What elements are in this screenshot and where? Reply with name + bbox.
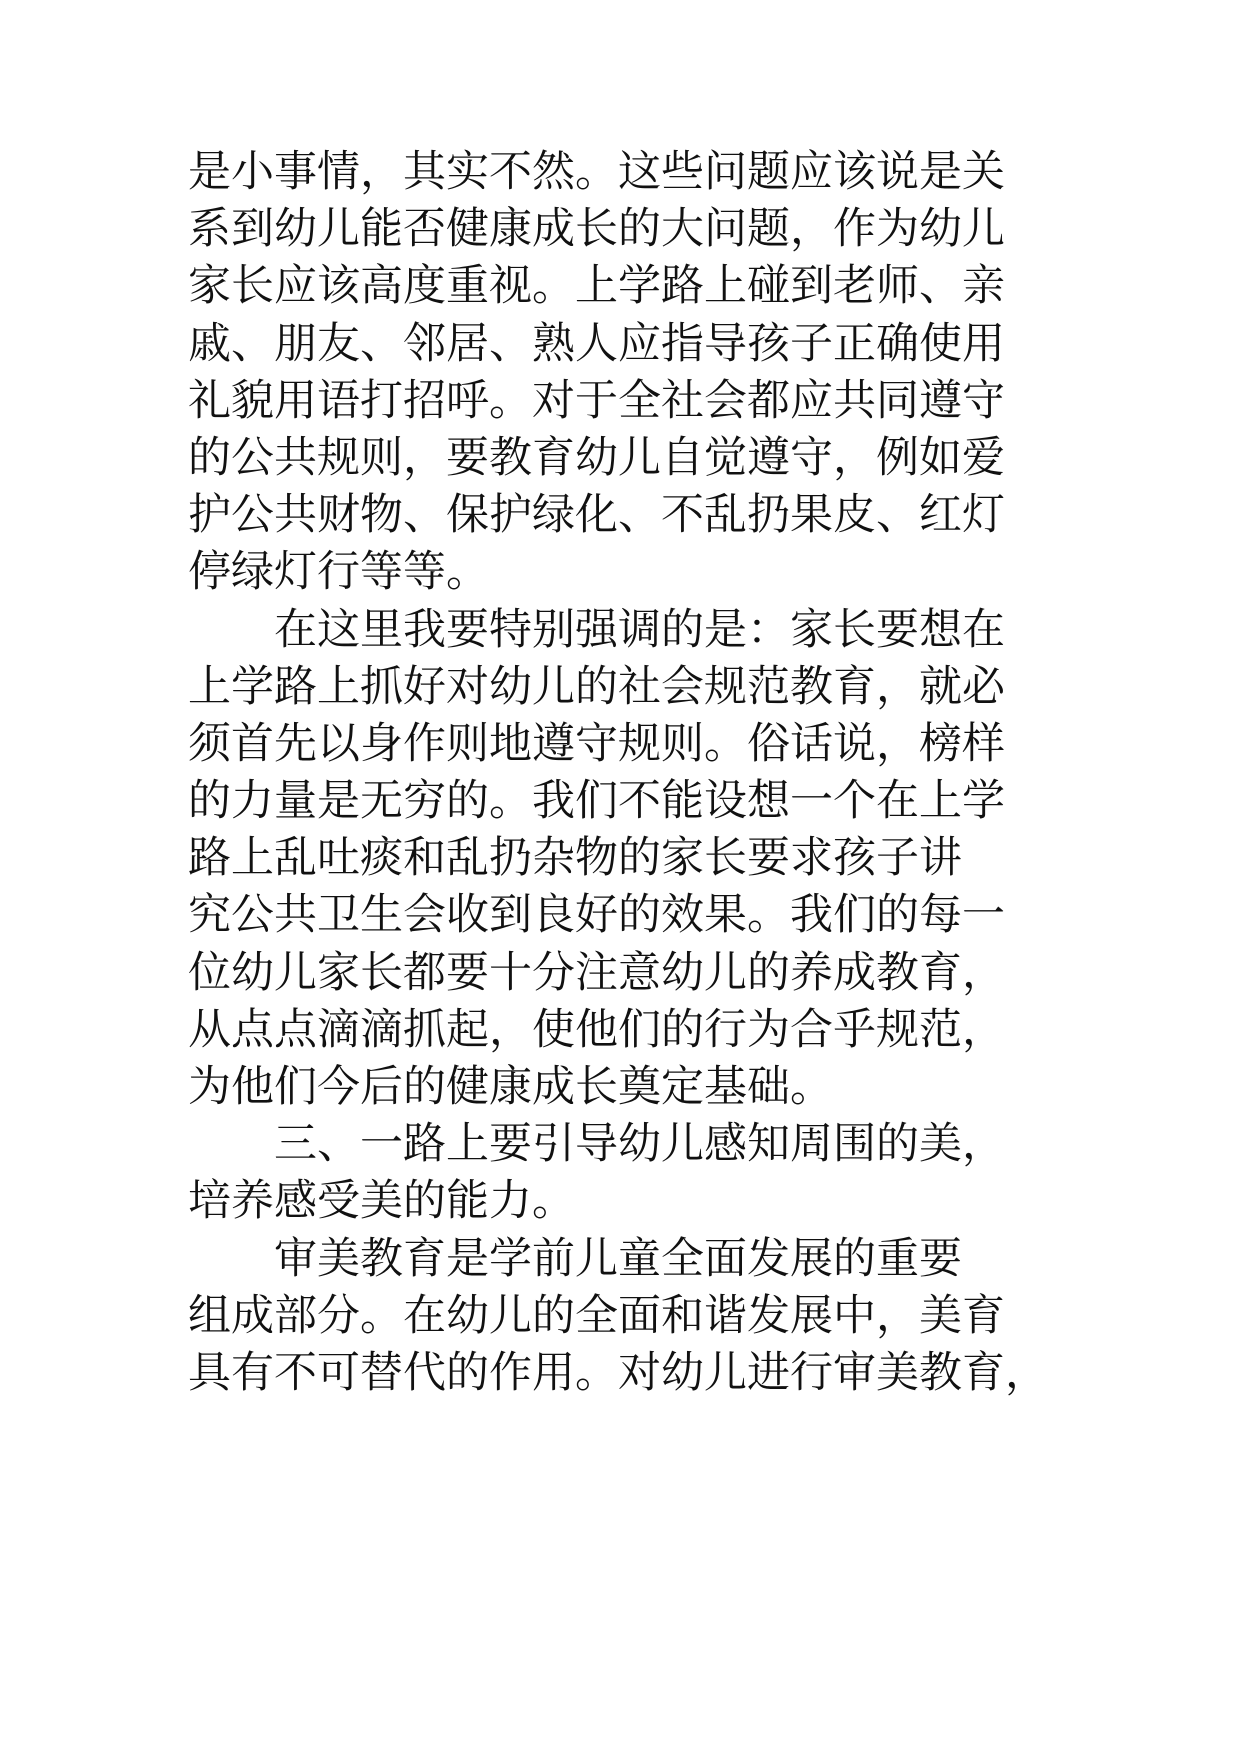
text-line: 的力量是无穷的。我们不能设想一个在上学 (188, 776, 1005, 827)
text-line: 的公共规则，要教育幼儿自觉遵守，例如爱 (188, 432, 1005, 483)
section-heading-line: 培养感受美的能力。 (188, 1176, 575, 1227)
text-line: 从点点滴滴抓起，使他们的行为合乎规范， (188, 1004, 1005, 1055)
section-heading-line: 三、一路上要引导幼儿感知周围的美， (274, 1119, 1005, 1170)
text-line: 为他们今后的健康成长奠定基础。 (188, 1062, 833, 1112)
text-line: 系到幼儿能否健康成长的大问题，作为幼儿 (188, 204, 1005, 255)
text-line: 位幼儿家长都要十分注意幼儿的养成教育， (188, 947, 1005, 998)
text-line: 是小事情，其实不然。这些问题应该说是关 (188, 147, 1005, 197)
text-line: 戚、朋友、邻居、熟人应指导孩子正确使用 (188, 318, 1005, 369)
text-line: 路上乱吐痰和乱扔杂物的家长要求孩子讲 (188, 833, 962, 884)
text-line: 停绿灯行等等。 (188, 547, 489, 598)
text-line: 究公共卫生会收到良好的效果。我们的每一 (188, 890, 1005, 941)
text-line: 家长应该高度重视。上学路上碰到老师、亲 (188, 261, 1005, 312)
body-text (188, 144, 1068, 1402)
text-line: 须首先以身作则地遵守规则。俗话说，榜样 (188, 718, 1005, 769)
text-line: 礼貌用语打招呼。对于全社会都应共同遵守 (188, 375, 1005, 426)
text-line: 组成部分。在幼儿的全面和谐发展中，美育 (188, 1290, 1005, 1341)
text-line: 上学路上抓好对幼儿的社会规范教育，就必 (188, 661, 1005, 712)
text-line: 护公共财物、保护绿化、不乱扔果皮、红灯 (188, 490, 1005, 541)
text-line: 具有不可替代的作用。对幼儿进行审美教育， (188, 1347, 1048, 1398)
paragraph-first-line: 在这里我要特别强调的是：家长要想在 (274, 604, 1005, 655)
paragraph-first-line: 审美教育是学前儿童全面发展的重要 (274, 1233, 962, 1284)
